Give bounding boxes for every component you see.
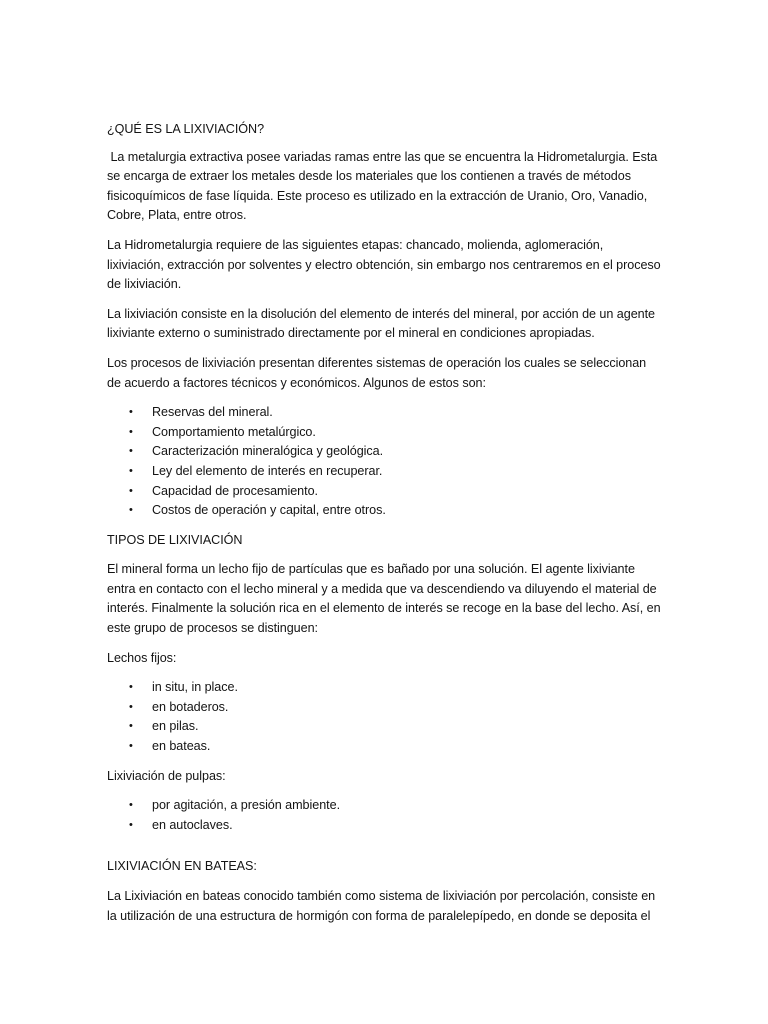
- list-item-text: por agitación, a presión ambiente.: [152, 798, 341, 813]
- list-item-text: Capacidad de procesamiento.: [152, 483, 318, 498]
- list-item: [107, 678, 661, 698]
- list-item: [107, 423, 661, 443]
- factors-list: [107, 403, 661, 521]
- bullet-icon: •: [129, 425, 133, 438]
- list-item-text: Costos de operación y capital, entre otros.: [152, 503, 386, 518]
- list-item-text: Reservas del mineral.: [152, 405, 273, 420]
- list-item-text: en pilas.: [152, 719, 199, 734]
- paragraph-definition: La lixiviación consiste en la disolución del elemento de interés del mineral, por acción de un agente lixiviante externo o suministrado directamente por el mineral en condiciones apropiadas.: [107, 306, 656, 341]
- paragraph-intro: La metalurgia extractiva posee variadas ramas entre las que se encuentra la Hidrometalurgia. Esta se encarga de extraer los metales desde los materiales que los contienen a través de métodos fisicoquímicos de fase líquida. Este proceso es utilizado en la extracción de Uranio, Oro, Vanadio, Cobre, Plata, entre otros.: [107, 149, 661, 223]
- list-item: [107, 796, 661, 816]
- list-item-text: en botaderos.: [152, 699, 229, 714]
- list-item: [107, 717, 661, 737]
- bullet-icon: •: [129, 464, 133, 477]
- paragraph-bateas: La Lixiviación en bateas conocido también como sistema de lixiviación por percolación, consiste en la utilización de una estructura de hormigón con forma de paralelepípedo, en donde se deposita el: [107, 889, 656, 923]
- bullet-icon: •: [129, 720, 133, 733]
- list-item-text: in situ, in place.: [152, 680, 238, 695]
- section-title-que-es: ¿QUÉ ES LA LIXIVIACIÓN?: [107, 122, 265, 136]
- section-title-bateas: LIXIVIACIÓN EN BATEAS:: [107, 859, 257, 874]
- bullet-icon: •: [129, 799, 133, 812]
- bullet-icon: •: [129, 818, 133, 831]
- bullet-icon: •: [129, 445, 133, 458]
- document-body: [107, 120, 661, 936]
- fixed-beds-list: [107, 678, 661, 756]
- bullet-icon: •: [129, 740, 133, 753]
- section-title-tipos: TIPOS DE LIXIVIACIÓN: [107, 532, 243, 547]
- bullet-icon: •: [129, 484, 133, 497]
- list-item-text: Comportamiento metalúrgico.: [152, 424, 316, 439]
- paragraph-fixed-bed: El mineral forma un lecho fijo de partículas que es bañado por una solución. El agente lixiviante entra en contacto con el lecho mineral y a medida que va descendiendo va diluyendo el material de interés. Finalmente la solución rica en el elemento de interés se recoge en la base del lecho. Así, en este grupo de procesos se distinguen:: [107, 562, 661, 636]
- list-item: [107, 501, 661, 521]
- paragraph-systems: Los procesos de lixiviación presentan diferentes sistemas de operación los cuales se seleccionan de acuerdo a factores técnicos y económicos. Algunos de estos son:: [107, 355, 647, 390]
- bullet-icon: •: [129, 504, 133, 517]
- fixed-beds-label: Lechos fijos:: [107, 650, 177, 665]
- list-item: [107, 462, 661, 482]
- list-item-text: Ley del elemento de interés en recuperar.: [152, 463, 383, 478]
- bullet-icon: •: [129, 406, 133, 419]
- list-item: [107, 816, 661, 836]
- list-item: [107, 403, 661, 423]
- list-item-text: Caracterización mineralógica y geológica.: [152, 444, 384, 459]
- list-item-text: en autoclaves.: [152, 817, 233, 832]
- pulp-label: Lixiviación de pulpas:: [107, 768, 226, 783]
- list-item: [107, 737, 661, 757]
- bullet-icon: •: [129, 700, 133, 713]
- paragraph-stages: La Hidrometalurgia requiere de las siguientes etapas: chancado, molienda, aglomeración, lixiviación, extracción por solventes y electro obtención, sin embargo nos centraremos en el proceso de lixiviación.: [107, 237, 661, 292]
- bullet-icon: •: [129, 681, 133, 694]
- list-item: [107, 482, 661, 502]
- list-item: [107, 698, 661, 718]
- list-item: [107, 442, 661, 462]
- pulp-list: [107, 796, 661, 835]
- list-item-text: en bateas.: [152, 739, 211, 754]
